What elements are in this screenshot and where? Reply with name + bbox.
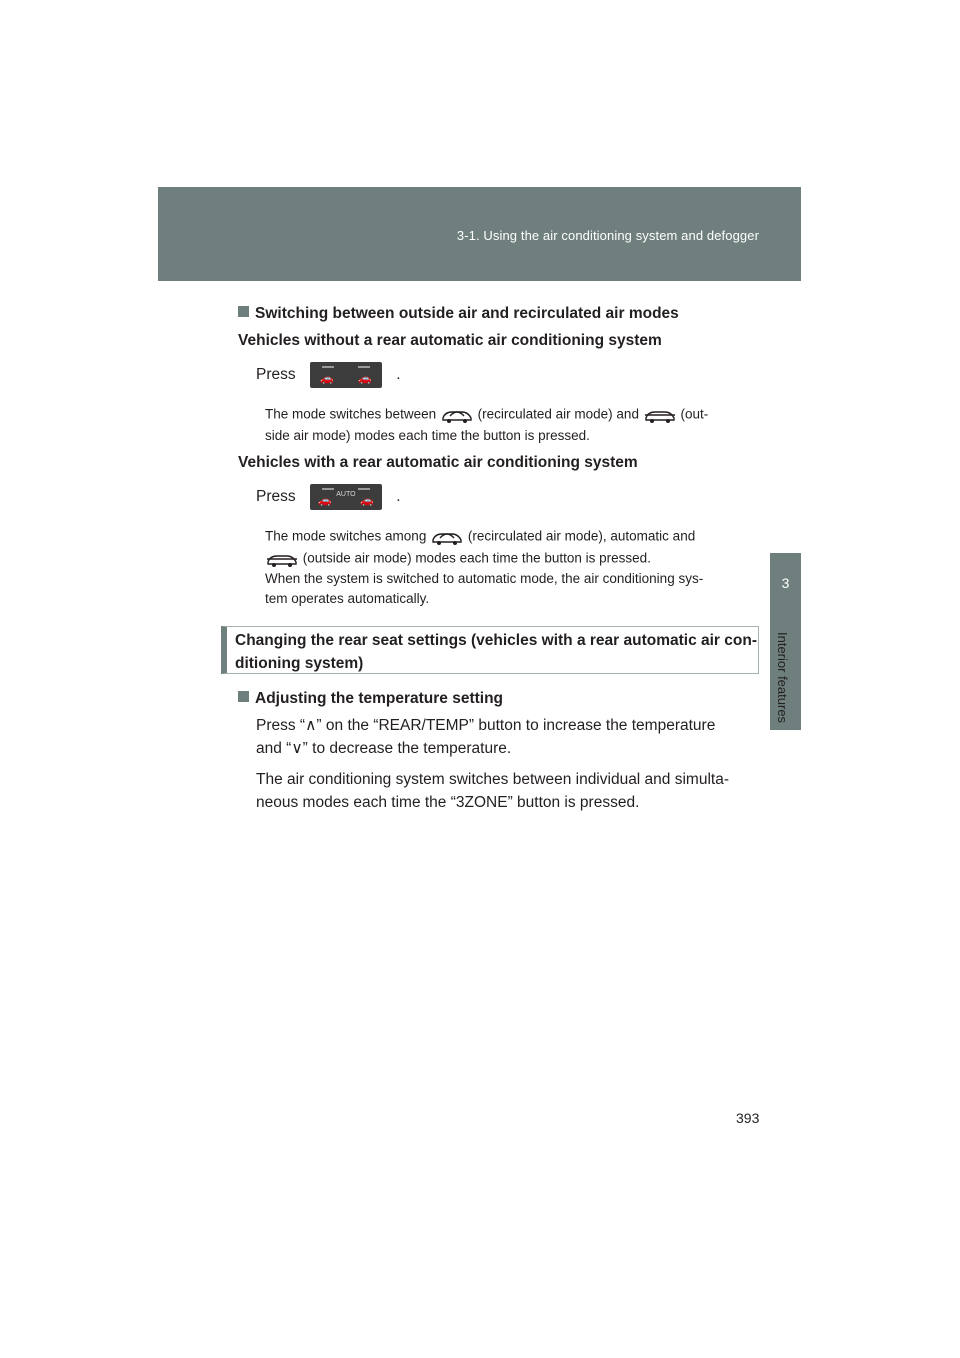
page-number: 393: [736, 1110, 760, 1126]
without-rear-heading: Vehicles without a rear automatic air conditioning system: [238, 332, 662, 349]
recirc-car-icon: 🚗: [317, 495, 332, 507]
with-rear-desc-line3: When the system is switched to automatic mode, the air conditioning sys-: [265, 571, 704, 586]
without-rear-press-line: Press 🚗 🚗 .: [256, 362, 401, 388]
rear-settings-section-heading: [221, 626, 759, 674]
with-rear-desc-line4: tem operates automatically.: [265, 591, 430, 606]
recirc-toggle-button-image: [310, 362, 382, 388]
recirculated-air-icon: [430, 528, 464, 546]
with-rear-desc-line2: (outside air mode) modes each time the button is pressed.: [265, 550, 651, 568]
recirculated-air-icon: [440, 406, 474, 424]
recirc-heading: Switching between outside air and recirculated air modes: [238, 305, 679, 323]
outside-air-icon: [265, 550, 299, 568]
temp-line4: neous modes each time the “3ZONE” button is pressed.: [256, 794, 640, 811]
outside-car-icon: 🚗: [359, 495, 374, 507]
with-rear-desc-line1: The mode switches among (recirculated air mode), automatic and: [265, 528, 695, 546]
temp-line1: Press “∧” on the “REAR/TEMP” button to increase the temperature: [256, 717, 716, 734]
chapter-label: [769, 632, 803, 742]
chapter-label-text: Interior features: [775, 632, 790, 724]
with-rear-press-line: Press 🚗 AUTO 🚗 .: [256, 484, 401, 510]
without-rear-desc-line1: The mode switches between (recirculated air mode) and (out-: [265, 406, 708, 424]
temp-line2: and “∨” to decrease the temperature.: [256, 740, 512, 757]
recirc-car-icon: 🚗: [319, 373, 334, 385]
outside-air-icon: [643, 406, 677, 424]
square-bullet-icon: [238, 306, 249, 317]
auto-label: AUTO: [336, 491, 356, 498]
with-rear-heading: Vehicles with a rear automatic air conditioning system: [238, 454, 638, 471]
section-title: 3-1. Using the air conditioning system and defogger: [456, 228, 759, 243]
temp-heading: Adjusting the temperature setting: [238, 690, 503, 708]
without-rear-desc-line2: side air mode) modes each time the button is pressed.: [265, 428, 590, 443]
page-header: [158, 187, 801, 281]
recirc-auto-button-image: [310, 484, 382, 510]
square-bullet-icon: [238, 691, 249, 702]
rear-section-title: Changing the rear seat settings (vehicles with a rear automatic air con- ditioning system): [235, 632, 757, 672]
temp-line3: The air conditioning system switches between individual and simulta-: [256, 771, 729, 788]
chapter-number: 3: [781, 575, 790, 591]
outside-car-icon: 🚗: [357, 373, 372, 385]
